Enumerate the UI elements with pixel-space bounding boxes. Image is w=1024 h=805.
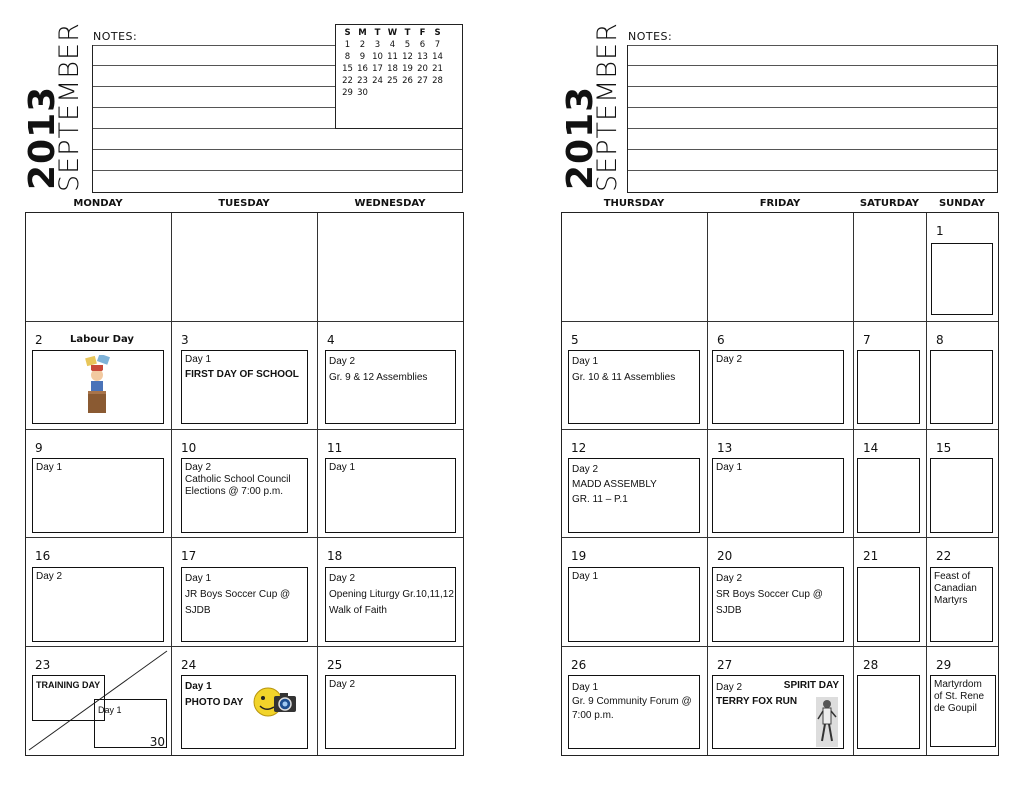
event-text: Day 1	[329, 462, 356, 473]
day-number: 26	[571, 658, 587, 672]
mini-date	[415, 87, 430, 99]
runner-photo-icon	[816, 697, 838, 747]
event-box[interactable]	[568, 350, 700, 424]
event-box[interactable]	[568, 458, 700, 533]
header-thursday: THURSDAY	[603, 198, 665, 209]
mini-date: 22	[342, 76, 353, 86]
event-box[interactable]	[712, 675, 844, 749]
day-cell-17[interactable]	[172, 538, 318, 647]
day-number-30: 30	[149, 735, 165, 749]
day-cell-4[interactable]	[318, 322, 463, 430]
day-number: 14	[863, 441, 879, 455]
mini-date: 11	[387, 52, 398, 62]
day-cell-12[interactable]	[562, 430, 708, 538]
day-number: 11	[327, 441, 343, 455]
event-text: Day 1 Gr. 10 & 11 Assemblies	[572, 356, 676, 383]
header-friday: FRIDAY	[759, 198, 801, 209]
mini-date	[430, 87, 445, 99]
notes-label: NOTES:	[93, 30, 138, 43]
day-cell-3[interactable]	[172, 322, 318, 430]
day-number: 28	[863, 658, 879, 672]
mini-date: 6	[419, 40, 426, 50]
mini-date	[370, 87, 385, 99]
mini-date: 30	[357, 88, 368, 98]
year-label: 2013	[560, 85, 601, 190]
day-rotation: Day 1	[185, 354, 212, 365]
header-monday: MONDAY	[73, 198, 123, 209]
event-box[interactable]	[857, 458, 920, 533]
day-number: 5	[571, 333, 579, 347]
mini-header: F	[419, 28, 426, 38]
day-number: 10	[181, 441, 197, 455]
mini-date: 1	[344, 40, 351, 50]
event-text: Day 1	[98, 705, 122, 715]
day-number: 21	[863, 549, 879, 563]
day-cell-23-30[interactable]	[26, 647, 172, 755]
day-number: 19	[571, 549, 587, 563]
mini-date: 7	[434, 40, 441, 50]
month-title-left	[22, 12, 102, 192]
day-number: 29	[936, 658, 952, 672]
year-label: 2013	[22, 85, 63, 190]
event-box[interactable]	[325, 567, 456, 642]
day-cell-24[interactable]	[172, 647, 318, 755]
event-box[interactable]	[32, 350, 164, 424]
day-cell-empty[interactable]	[854, 213, 927, 322]
day-number: 25	[327, 658, 343, 672]
event-text: Day 2 Opening Liturgy Gr.10,11,12 Walk of Faith	[329, 573, 454, 616]
mini-date	[385, 87, 400, 99]
mini-date: 29	[342, 88, 353, 98]
mini-date: 23	[357, 76, 368, 86]
day-cell-empty[interactable]	[708, 213, 854, 322]
day-cell-20[interactable]	[708, 538, 854, 647]
day-number: 3	[181, 333, 189, 347]
day-cell-5[interactable]	[562, 322, 708, 430]
day-cell-10[interactable]	[172, 430, 318, 538]
mini-date: 19	[402, 64, 413, 74]
day-number: 8	[936, 333, 944, 347]
day-cell-empty[interactable]	[562, 213, 708, 322]
mini-date	[400, 87, 415, 99]
day-rotation: Day 2	[716, 682, 743, 693]
day-cell-28[interactable]	[854, 647, 927, 755]
event-box[interactable]	[857, 350, 920, 424]
day-number: 20	[717, 549, 733, 563]
event-text: Day 1	[36, 462, 63, 473]
holiday-label: Labour Day	[70, 334, 134, 345]
day-cell-6[interactable]	[708, 322, 854, 430]
mini-date: 27	[417, 76, 428, 86]
day-number: 16	[35, 549, 51, 563]
event-text: Martyrdom of St. Rene de Goupil	[934, 679, 985, 714]
day-number: 22	[936, 549, 952, 563]
event-text: Day 2	[716, 354, 743, 365]
day-cell-19[interactable]	[562, 538, 708, 647]
mini-date: 21	[432, 64, 443, 74]
event-text: Day 1 Gr. 9 Community Forum @ 7:00 p.m.	[572, 682, 692, 721]
event-text: Day 2 Catholic School Council Elections @ 7:00 p.m.	[185, 462, 291, 497]
mini-calendar	[335, 24, 463, 129]
day-cell-13[interactable]	[708, 430, 854, 538]
event-text: Day 1	[716, 462, 743, 473]
header-saturday: SATURDAY	[859, 198, 920, 209]
day-number: 7	[863, 333, 871, 347]
day-cell-8[interactable]	[927, 322, 998, 430]
event-box[interactable]	[181, 567, 308, 642]
day-cell-16[interactable]	[26, 538, 172, 647]
mini-date: 15	[342, 64, 353, 74]
event-text: Day 2 Gr. 9 & 12 Assemblies	[329, 356, 428, 383]
mini-header: S	[434, 28, 441, 38]
mini-date: 18	[387, 64, 398, 74]
header-sunday: SUNDAY	[938, 198, 985, 209]
mini-date: 10	[372, 52, 383, 62]
event-box[interactable]	[32, 567, 164, 642]
mini-date: 12	[402, 52, 413, 62]
mini-header: T	[374, 28, 381, 38]
event-box[interactable]	[930, 675, 996, 747]
mini-date: 24	[372, 76, 383, 86]
day-cell-1[interactable]	[927, 213, 998, 322]
event-text: Day 2 SR Boys Soccer Cup @ SJDB	[716, 573, 823, 616]
teacher-podium-icon	[83, 355, 113, 415]
event-box[interactable]	[712, 458, 844, 533]
day-cell-22[interactable]	[927, 538, 998, 647]
event-text: TERRY FOX RUN	[716, 696, 798, 707]
day-number: 2	[35, 333, 43, 347]
day-cell-7[interactable]	[854, 322, 927, 430]
month-label: SEPTEMBER	[54, 22, 85, 192]
mini-date: 20	[417, 64, 428, 74]
event-box[interactable]	[181, 675, 308, 749]
event-box[interactable]	[325, 350, 456, 424]
header-wednesday: WEDNESDAY	[354, 198, 426, 209]
day-number: 4	[327, 333, 335, 347]
day-cell-26[interactable]	[562, 647, 708, 755]
event-text: FIRST DAY OF SCHOOL	[185, 369, 299, 380]
mini-date: 5	[404, 40, 411, 50]
event-box[interactable]	[181, 350, 308, 424]
mini-header: S	[344, 28, 351, 38]
event-text: Day 2	[36, 571, 63, 582]
calendar-grid-right	[561, 212, 999, 756]
event-box[interactable]	[712, 350, 844, 424]
calendar-grid-left	[25, 212, 464, 756]
mini-date: 17	[372, 64, 383, 74]
camera-smiley-icon	[252, 684, 300, 720]
mini-date: 28	[432, 76, 443, 86]
mini-date: 2	[359, 40, 366, 50]
day-cell-15[interactable]	[927, 430, 998, 538]
day-cell-29[interactable]	[927, 647, 998, 755]
training-day-label: TRAINING DAY	[36, 680, 101, 690]
mini-header: W	[387, 28, 398, 38]
day-number: 12	[571, 441, 587, 455]
spirit-day-label: SPIRIT DAY	[783, 680, 839, 691]
day-number: 27	[717, 658, 733, 672]
event-box[interactable]	[857, 567, 920, 642]
day-cell-9[interactable]	[26, 430, 172, 538]
event-box[interactable]	[568, 675, 700, 749]
mini-date: 4	[389, 40, 396, 50]
event-box[interactable]	[930, 458, 993, 533]
day-number: 23	[35, 658, 51, 672]
mini-date: 25	[387, 76, 398, 86]
day-cell-empty[interactable]	[318, 213, 463, 322]
day-cell-21[interactable]	[854, 538, 927, 647]
event-box[interactable]	[32, 458, 164, 533]
mini-header: T	[404, 28, 411, 38]
mini-date: 9	[359, 52, 366, 62]
day-cell-empty[interactable]	[26, 213, 172, 322]
day-cell-empty[interactable]	[172, 213, 318, 322]
mini-date: 16	[357, 64, 368, 74]
event-box[interactable]	[325, 458, 456, 533]
event-box[interactable]	[930, 350, 993, 424]
day-cell-27[interactable]	[708, 647, 854, 755]
event-box[interactable]	[857, 675, 920, 749]
mini-date: 13	[417, 52, 428, 62]
event-box[interactable]	[325, 675, 456, 749]
notes-label: NOTES:	[628, 30, 673, 43]
month-label: SEPTEMBER	[592, 22, 623, 192]
mini-date: 3	[374, 40, 381, 50]
day-number: 17	[181, 549, 197, 563]
day-cell-14[interactable]	[854, 430, 927, 538]
day-rotation: Day 1	[185, 681, 212, 692]
event-text: Day 1	[572, 571, 599, 582]
day-cell-2[interactable]	[26, 322, 172, 430]
day-number: 1	[936, 224, 944, 238]
event-text: Day 1 JR Boys Soccer Cup @ SJDB	[185, 573, 291, 616]
day-cell-25[interactable]	[318, 647, 463, 755]
event-box[interactable]	[181, 458, 308, 533]
event-text: Feast of Canadian Martyrs	[934, 571, 977, 606]
day-number: 6	[717, 333, 725, 347]
event-box[interactable]	[568, 567, 700, 642]
header-tuesday: TUESDAY	[218, 198, 270, 209]
event-text: Day 2 MADD ASSEMBLY GR. 11 – P.1	[572, 464, 657, 505]
mini-date: 14	[432, 52, 443, 62]
notes-area-right[interactable]	[627, 45, 998, 193]
day-cell-11[interactable]	[318, 430, 463, 538]
event-box[interactable]	[712, 567, 844, 642]
day-number: 24	[181, 658, 197, 672]
day-number: 9	[35, 441, 43, 455]
day-cell-18[interactable]	[318, 538, 463, 647]
event-text: PHOTO DAY	[185, 697, 244, 708]
event-text: Day 2	[329, 679, 356, 690]
day-number: 15	[936, 441, 952, 455]
mini-header: M	[358, 28, 367, 38]
day-number: 13	[717, 441, 733, 455]
event-box[interactable]	[930, 567, 993, 642]
day-number: 18	[327, 549, 343, 563]
mini-date: 26	[402, 76, 413, 86]
event-box[interactable]	[931, 243, 993, 315]
mini-date: 8	[344, 52, 351, 62]
